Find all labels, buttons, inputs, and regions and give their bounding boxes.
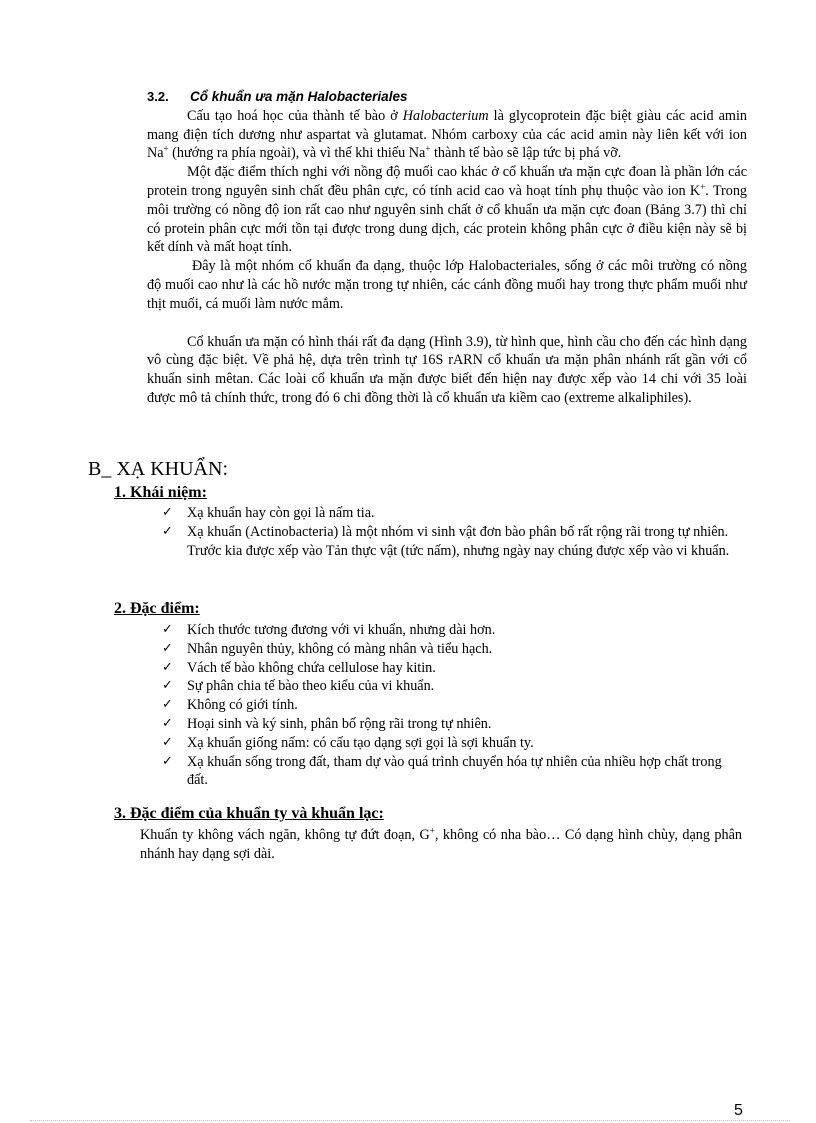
check-icon: ✓ — [162, 715, 173, 731]
list-item: ✓ Xạ khuẩn giống nấm: có cấu tạo dạng sợi gọi là sợi khuẩn ty. — [162, 734, 534, 751]
heading-dac-diem: 2. Đặc điểm: — [114, 600, 200, 617]
list-item: ✓ Sự phân chia tế bào theo kiểu của vi khuẩn. — [162, 678, 435, 695]
check-icon: ✓ — [162, 697, 173, 713]
list-item: ✓ Xạ khuẩn hay còn gọi là nấm tia. — [162, 505, 375, 521]
heading-khuan-ty: 3. Đặc điểm của khuẩn ty và khuẩn lạc: — [114, 805, 384, 822]
paragraph-4: Cổ khuẩn ưa mặn có hình thái rất đa dạng (Hình 3.9), từ hình que, hình cầu cho đến các hình dạng vô cùng đặc biệt. Về phả hệ, dựa trên trình tự 16S rARN cổ khuẩn ưa mặn phân nhánh rất gần với cổ khuẩn sinh mêtan. Các loài cổ khuẩn ưa mặn được biết đến hiện nay được xếp vào 14 chi với 35 loài được mô tả chính thức, trong đó 6 chi đồng thời là cổ khuẩn ưa kiềm cao (extreme alkaliphiles). — [147, 333, 747, 406]
list-item: ✓ Kích thước tương đương với vi khuẩn, nhưng dài hơn. — [162, 622, 496, 638]
heading-khai-niem: 1. Khái niệm: — [114, 484, 207, 501]
section-3-2 — [147, 88, 747, 408]
check-icon: ✓ — [162, 505, 173, 520]
paragraph-2: Một đặc điểm thích nghi với nồng độ muối cao khác ở cổ khuẩn ưa mặn cực đoan là phần lớn các protein trong nguyên sinh chất đều phân cực, có tính acid cao và hoạt tính phụ thuộc vào ion K+. Trong môi trường có nồng độ ion rất cao như nguyên sinh chất ở cổ khuẩn ưa mặn cực đoan (Bảng 3.7) thì chỉ có protein phân cực mới tồn tại được trong dung dịch, các protein không phân cực ở điều kiện này sẽ bị kết dính và mất hoạt tính. — [147, 164, 748, 256]
list-dac-diem — [162, 621, 742, 790]
check-icon: ✓ — [162, 622, 173, 637]
section-title: Cổ khuẩn ưa mặn Halobacteriales — [190, 89, 408, 104]
list-item: ✓ Hoại sinh và ký sinh, phân bố rộng rãi trong tự nhiên. — [162, 715, 492, 732]
section-number: 3.2. — [147, 89, 169, 104]
check-icon: ✓ — [162, 734, 173, 750]
footer-divider — [30, 1120, 790, 1121]
list-item: ✓ Không có giới tính. — [162, 697, 298, 714]
list-khai-niem — [162, 504, 742, 560]
list-item: ✓ Vách tế bào không chứa cellulose hay kitin. — [162, 659, 436, 676]
paragraph-3: Đây là một nhóm cổ khuẩn đa dạng, thuộc lớp Halobacteriales, sống ở các môi trường có nồng độ muối cao như là các hồ nước mặn trong tự nhiên, các cánh đồng muối hay trong thực phẩm muối như thịt muối, cá muối làm nước mắm. — [147, 258, 747, 312]
list-item: ✓ Nhân nguyên thủy, không có màng nhân và tiểu hạch. — [162, 640, 493, 657]
list-item: ✓ Xạ khuẩn sống trong đất, tham dự vào quá trình chuyển hóa tự nhiên của nhiều hợp chất trong đất. — [162, 753, 722, 789]
list-item: ✓ Xạ khuẩn (Actinobacteria) là một nhóm vi sinh vật đơn bào phân bố rất rộng rãi trong tự nhiên. Trước kia được xếp vào Tản thực vật (tức nấm), nhưng ngày nay chúng được xếp vào vi khuẩn. — [162, 523, 730, 559]
check-icon: ✓ — [162, 753, 173, 769]
page-number: 5 — [734, 1102, 743, 1119]
check-icon: ✓ — [162, 523, 173, 539]
check-icon: ✓ — [162, 659, 173, 675]
section-b-title: B_ XẠ KHUẨN: — [88, 458, 228, 480]
check-icon: ✓ — [162, 640, 173, 656]
khuan-ty-text: Khuẩn ty không vách ngăn, không tự đứt đoạn, G+, không có nha bào… Có dạng hình chùy, dạng phân nhánh hay dạng sợi dài. — [140, 825, 742, 862]
section-heading — [147, 88, 747, 107]
paragraph-1: Cấu tạo hoá học của thành tế bào ở Halobacterium là glycoprotein đặc biệt giàu các acid amin mang điện tích dương như aspartat và glutamat. Nhóm carboxy của các acid amin này liên kết với ion Na+ (hướng ra phía ngoài), và vì thế khi thiếu Na+ thành tế bào sẽ lập tức bị phá vỡ. — [147, 107, 747, 162]
check-icon: ✓ — [162, 678, 173, 694]
